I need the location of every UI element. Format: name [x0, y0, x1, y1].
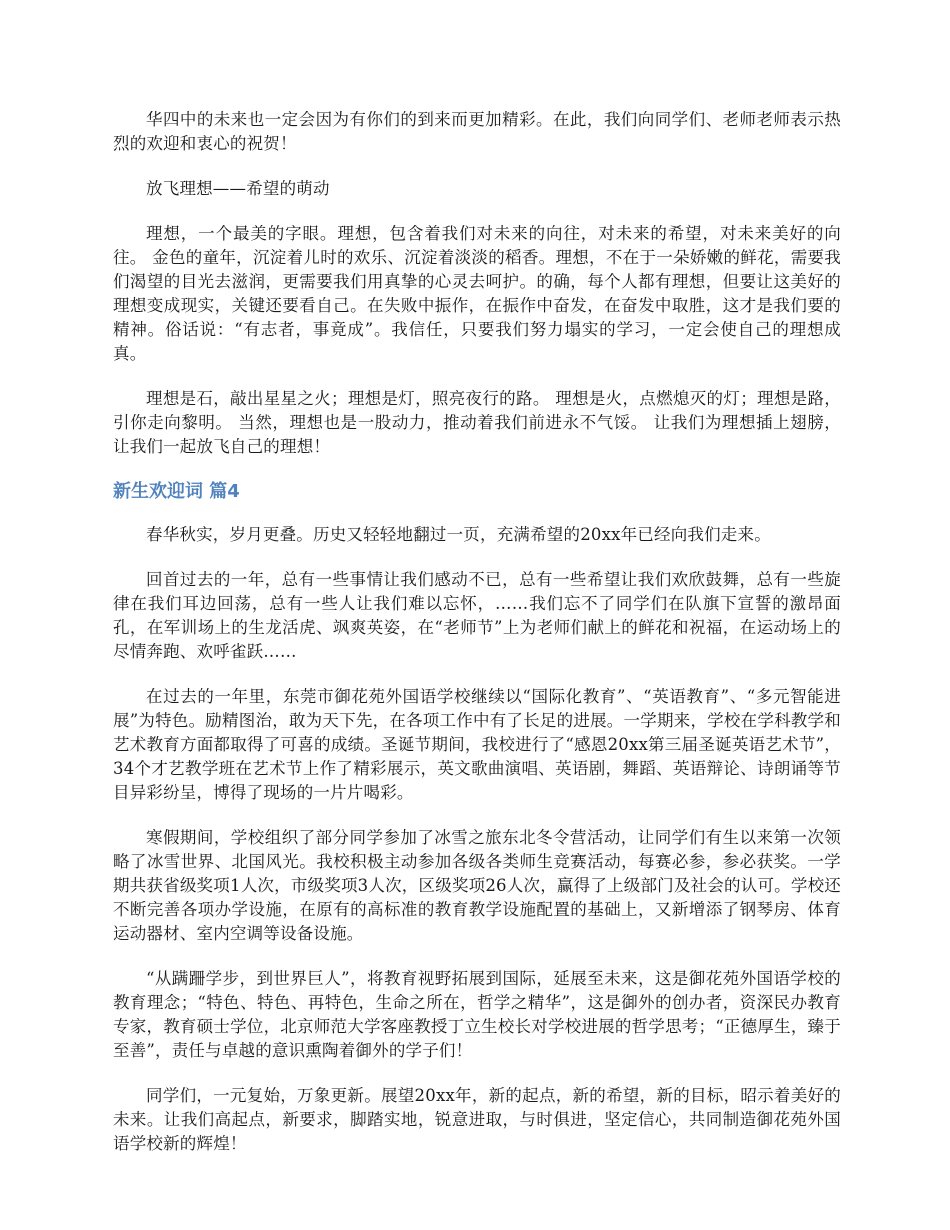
paragraph-philosophy: “从蹒跚学步，到世界巨人”，将教育视野拓展到国际，延展至未来，这是御花苑外国语学校的教育理念；“特色、特色、再特色，生命之所在，哲学之精华”，这是御外的创办者，资深民办教育专家，教育硕士学位，北京师范大学客座教授丁立生校长对学校进展的哲学思考；“正德厚生，臻于至善”，责任与卓越的意识熏陶着御外的学子们！: [113, 969, 841, 1060]
paragraph-ideal-metaphor: 理想是石，敲出星星之火；理想是灯，照亮夜行的路。 理想是火，点燃熄灭的灯；理想是路，引你走向黎明。 当然，理想也是一股动力，推动着我们前进永不气馁。 让我们为理想插上翅膀，让我们一起放飞自己的理想！: [113, 389, 841, 456]
paragraph-welcome-closing: 华四中的未来也一定会因为有你们的到来而更加精彩。在此，我们向同学们、老师老师表示热烈的欢迎和衷心的祝贺！: [113, 110, 841, 153]
paragraph-spring: 春华秋实，岁月更叠。历史又轻轻地翻过一页，充满希望的20xx年已经向我们走来。: [146, 525, 771, 544]
section-heading: 新生欢迎词 篇4: [113, 481, 240, 502]
paragraph-review: 回首过去的一年，总有一些事情让我们感动不已，总有一些希望让我们欢欣鼓舞，总有一些旋律在我们耳边回荡，总有一些人让我们难以忘怀，……我们忘不了同学们在队旗下宣誓的激昂面孔，在军训场上的生龙活虎、飒爽英姿，在“老师节”上为老师们献上的鲜花和祝福，在运动场上的尽情奔跑、欢呼雀跃……: [113, 570, 841, 661]
paragraph-ideal: 理想，一个最美的字眼。理想，包含着我们对未来的向往，对未来的希望，对未来美好的向往。 金色的童年，沉淀着儿时的欢乐、沉淀着淡淡的稻香。理想，不在于一朵娇嫩的鲜花，需要我们渴望的目光去滋润，更需要我们用真挚的心灵去呵护。的确，每个人都有理想，但要让这美好的理想变成现实，关键还要看自己。在失败中振作，在振作中奋发，在奋发中取胜，这才是我们要的精神。俗话说：“有志者，事竟成”。我信任，只要我们努力塌实的学习，一定会使自己的理想成真。: [113, 224, 841, 363]
paragraph-outlook: 同学们，一元复始，万象更新。展望20xx年，新的起点，新的希望，新的目标，昭示着美好的未来。让我们高起点，新要求，脚踏实地，锐意进取，与时俱进，坚定信心，共同制造御花苑外国语学校新的辉煌！: [113, 1086, 841, 1153]
document-page: [113, 108, 841, 1156]
paragraph-achievements: 在过去的一年里，东莞市御花苑外国语学校继续以“国际化教育”、“英语教育”、“多元智能进展”为特色。励精图治，敢为天下先，在各项工作中有了长足的进展。一学期来，学校在学科教学和艺术教育方面都取得了可喜的成绩。圣诞节期间，我校进行了“感恩20xx第三届圣诞英语艺术节”，34个才艺教学班在艺术节上作了精彩展示，英文歌曲演唱、英语剧，舞蹈、英语辩论、诗朗诵等节目异彩纷呈，博得了现场的一片片喝彩。: [113, 687, 841, 802]
paragraph-subtitle: 放飞理想——希望的萌动: [146, 179, 330, 198]
paragraph-winter: 寒假期间，学校组织了部分同学参加了冰雪之旅东北冬令营活动，让同学们有生以来第一次领略了冰雪世界、北国风光。我校积极主动参加各级各类师生竞赛活动，每赛必参，参必获奖。一学期共获省级奖项1人次，市级奖项3人次，区级奖项26人次，赢得了上级部门及社会的认可。学校还不断完善各项办学设施，在原有的高标准的教育教学设施配置的基础上，又新增添了钢琴房、体育运动器材、室内空调等设备设施。: [113, 828, 841, 943]
